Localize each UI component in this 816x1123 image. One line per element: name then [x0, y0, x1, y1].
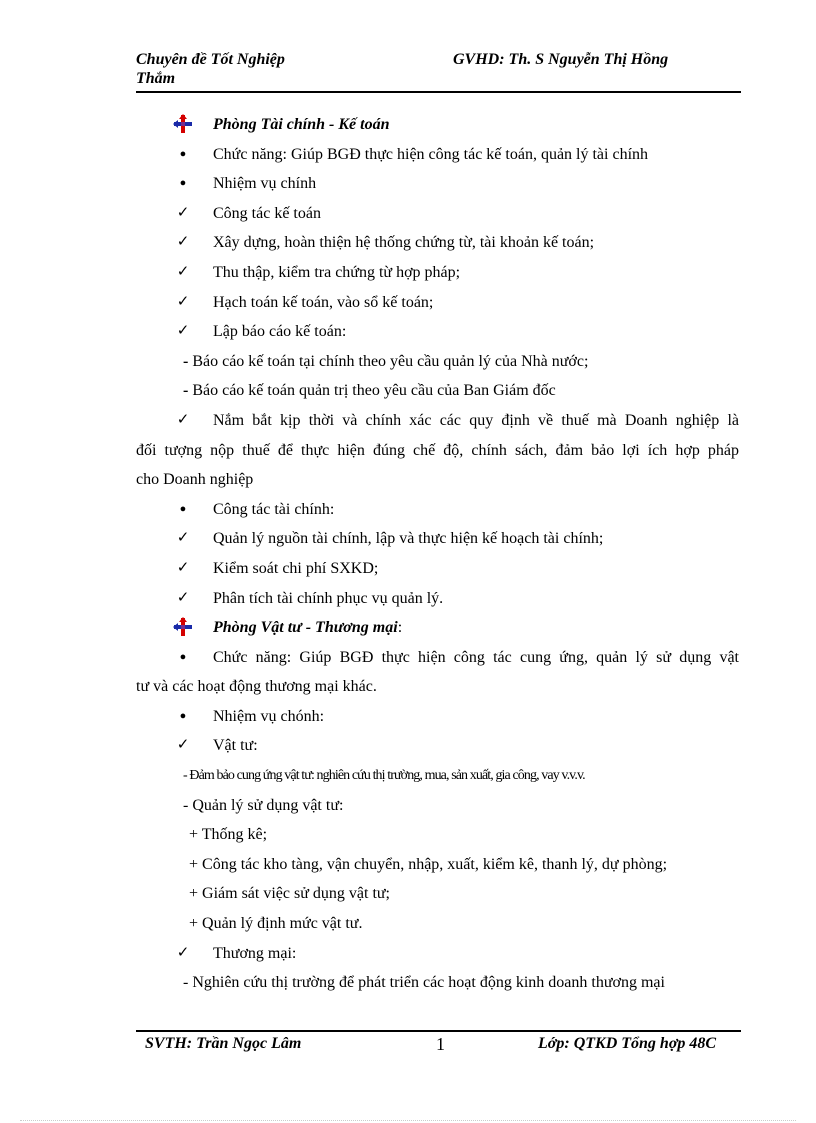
bullet-icon: ● — [179, 650, 187, 663]
list-item-text: Hạch toán kế toán, vào sổ kế toán; — [213, 293, 434, 311]
list-item — [136, 968, 739, 998]
list-item — [136, 347, 739, 377]
header-rule — [136, 91, 741, 93]
section-heading-text: Phòng Tài chính - Kế toán — [213, 116, 390, 133]
checkmark-icon: ✓ — [176, 323, 190, 340]
list-item — [136, 702, 739, 732]
list-item — [136, 406, 739, 436]
list-item — [136, 228, 739, 258]
checkmark-icon: ✓ — [176, 559, 190, 576]
list-item-text: - Nghiên cứu thị trường để phát triển các hoạt động kinh doanh thương mại — [183, 974, 665, 992]
list-item-text: Kiểm soát chi phí SXKD; — [213, 559, 379, 577]
paragraph-line — [136, 672, 739, 702]
list-item — [136, 761, 739, 791]
list-item-text: Nhiệm vụ chính — [213, 175, 317, 193]
header-advisor: GVHD: Th. S Nguyễn Thị Hồng — [453, 51, 669, 68]
list-item — [136, 820, 739, 850]
list-item — [136, 524, 739, 554]
list-item-text: Quản lý nguồn tài chính, lập và thực hiện kế hoạch tài chính; — [213, 530, 604, 548]
document-body — [136, 110, 739, 998]
list-item-text: + Thống kê; — [189, 826, 268, 844]
paragraph-line — [136, 436, 739, 466]
bullet-icon: ● — [179, 177, 187, 190]
header-title-line1: Chuyên đề Tốt Nghiệp — [136, 51, 285, 68]
list-item-text: Nhiệm vụ chónh: — [213, 707, 325, 725]
checkmark-icon: ✓ — [176, 944, 190, 961]
list-item — [136, 258, 739, 288]
checkmark-icon: ✓ — [176, 589, 190, 606]
header-left — [136, 50, 336, 88]
bullet-icon: ● — [179, 709, 187, 722]
list-item — [136, 199, 739, 229]
list-item — [136, 317, 739, 347]
list-item-text: Báo cáo kế toán quản trị theo yêu cầu của Ban Giám đốc — [192, 382, 556, 400]
paragraph-line — [136, 465, 739, 495]
section-heading-suffix: : — [397, 619, 403, 637]
list-item-text: Phân tích tài chính phục vụ quản lý. — [213, 589, 444, 607]
section-heading-text: Phòng Vật tư - Thương mại — [213, 619, 398, 637]
list-item-text: Thương mại: — [213, 944, 297, 962]
paragraph-text: cho Doanh nghiệp — [136, 471, 254, 489]
four-arrow-marker-icon — [173, 613, 193, 637]
page-edge-dots — [20, 1120, 796, 1121]
section-heading-materials — [136, 613, 739, 643]
list-item-text: Vật tư: — [213, 737, 258, 755]
list-item-text: + Giám sát việc sử dụng vật tư; — [189, 885, 390, 903]
list-item — [136, 376, 739, 406]
four-arrow-marker-icon — [173, 110, 193, 134]
footer-student: SVTH: Trần Ngọc Lâm — [145, 1035, 302, 1052]
list-item — [136, 495, 739, 525]
dash-icon: - — [183, 382, 189, 400]
list-item-text: Công tác kế toán — [213, 204, 321, 222]
list-item-text: Báo cáo kế toán tại chính theo yêu cầu quản lý của Nhà nước; — [192, 352, 589, 370]
footer-rule — [136, 1030, 741, 1032]
paragraph-text: đối tượng nộp thuế để thực hiện đúng chế độ, chính sách, đảm bảo lợi ích hợp pháp — [136, 441, 739, 459]
list-item-text: Chức năng: Giúp BGĐ thực hiện công tác cung ứng, quản lý sử dụng vật — [213, 648, 739, 666]
list-item-text: + Công tác kho tàng, vận chuyển, nhập, xuất, kiểm kê, thanh lý, dự phòng; — [189, 855, 668, 873]
list-item-text: + Quản lý định mức vật tư. — [189, 915, 363, 933]
paragraph-text: tư và các hoạt động thương mại khác. — [136, 678, 377, 696]
checkmark-icon: ✓ — [176, 204, 190, 221]
list-item-text: - Đảm bảo cung ứng vật tư: nghiên cứu thị trường, mua, sản xuất, gia công, vay v.v.v. — [183, 768, 585, 784]
list-item-text: Xây dựng, hoàn thiện hệ thống chứng từ, tài khoản kế toán; — [213, 234, 595, 252]
footer-class: Lớp: QTKD Tổng hợp 48C — [538, 1035, 717, 1052]
list-item — [136, 909, 739, 939]
dash-icon: - — [183, 352, 189, 370]
list-item — [136, 643, 739, 673]
list-item-text: Công tác tài chính: — [213, 500, 335, 518]
checkmark-icon: ✓ — [176, 234, 190, 251]
list-item — [136, 850, 739, 880]
page-number: 1 — [436, 1034, 445, 1054]
checkmark-icon: ✓ — [176, 737, 190, 754]
list-item-text: - Quản lý sử dụng vật tư: — [183, 796, 344, 814]
bullet-icon: ● — [179, 147, 187, 160]
checkmark-icon: ✓ — [176, 263, 190, 280]
list-item — [136, 584, 739, 614]
list-item-text: Chức năng: Giúp BGĐ thực hiện công tác kế toán, quản lý tài chính — [213, 145, 649, 163]
bullet-icon: ● — [179, 502, 187, 515]
list-item-text: Lập báo cáo kế toán: — [213, 323, 347, 341]
checkmark-icon: ✓ — [176, 293, 190, 310]
list-item — [136, 288, 739, 318]
list-item-text: Thu thập, kiểm tra chứng từ hợp pháp; — [213, 263, 461, 281]
list-item — [136, 140, 739, 170]
checkmark-icon: ✓ — [176, 530, 190, 547]
section-heading-finance — [136, 110, 739, 140]
list-item — [136, 791, 739, 821]
checkmark-icon: ✓ — [176, 411, 190, 428]
list-item — [136, 879, 739, 909]
list-item — [136, 939, 739, 969]
list-item-text: Nắm bắt kịp thời và chính xác các quy định về thuế mà Doanh nghiệp là — [213, 411, 739, 429]
header-title-line2: Thắm — [136, 70, 176, 87]
list-item — [136, 731, 739, 761]
list-item — [136, 169, 739, 199]
list-item — [136, 554, 739, 584]
